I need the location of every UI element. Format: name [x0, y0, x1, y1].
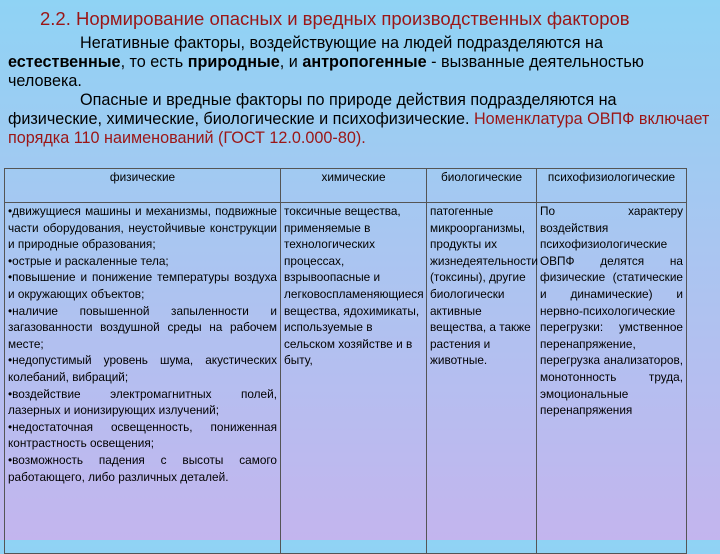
header-chemical: химические	[281, 169, 427, 203]
physical-item: •возможность падения с высоты самого работающего, либо различных деталей.	[8, 452, 277, 484]
physical-item: •воздействие электромагнитных полей, лазерных и ионизирующих излучений;	[8, 386, 277, 418]
factors-table	[4, 168, 687, 554]
intro-p1-end: - вызванные деятельностью человека.	[8, 53, 644, 90]
intro-paragraph-2	[8, 91, 712, 148]
biological-cell: патогенные микроорганизмы, продукты их жизнедеятельности (токсины), другие биологически активные вещества, а также растения и животные.	[427, 203, 537, 554]
intro-paragraph-1	[8, 34, 712, 91]
table-header-row	[5, 169, 687, 203]
header-physical: физические	[5, 169, 281, 203]
physical-item: •повышение и понижение температуры воздуха и окружающих объектов;	[8, 270, 277, 301]
intro-p1-mid2: , и	[279, 53, 303, 71]
nomenclature-note: Номенклатура ОВПФ включает порядка 110 наименований (ГОСТ 12.0.000-80).	[8, 110, 710, 147]
anthropogenic-term: антропогенные	[302, 53, 427, 71]
slide-title: 2.2. Нормирование опасных и вредных производственных факторов	[40, 8, 630, 29]
nature-term: природные	[187, 53, 280, 71]
table-row	[5, 203, 687, 554]
physical-cell	[5, 203, 281, 554]
natural-term: естественные	[8, 53, 121, 71]
intro-text	[8, 34, 712, 148]
chemical-cell: токсичные вещества, применяемые в технологических процессах, взрывоопасные и легковоспламеняющиеся вещества, ядохимикаты, используемые в сельском хозяйстве и в быту,	[281, 203, 427, 554]
physical-item: •недопустимый уровень шума, акустических колебаний, вибраций;	[8, 353, 277, 384]
intro-p1-start: Негативные факторы, воздействующие на людей подразделяются на	[80, 34, 603, 52]
intro-p1-mid: , то есть	[120, 53, 188, 71]
header-psychophysiological: психофизиологические	[537, 169, 687, 203]
intro-p2-start: Опасные и вредные факторы по природе действия подразделяются на физические, химические, биологические и психофизические.	[8, 91, 617, 128]
header-biological: биологические	[427, 169, 537, 203]
physical-item: •наличие повышенной запыленности и загазованности воздушной среды на рабочем месте;	[8, 303, 277, 351]
physical-item: •недостаточная освещенность, пониженная контрастность освещения;	[8, 419, 277, 451]
psychophysiological-cell: По характеру воздействия психофизиологические ОВПФ делятся на физические (статические и динамические) и нервно-психологические перегрузки: умственное перенапряжение, перегрузка анализаторов, монотонность труда, эмоциональные перенапряжения	[537, 203, 687, 554]
physical-item: •острые и раскаленные тела;	[8, 253, 169, 268]
physical-item: •движущиеся машины и механизмы, подвижные части оборудования, неустойчивые конструкции и природные образования;	[8, 204, 277, 252]
